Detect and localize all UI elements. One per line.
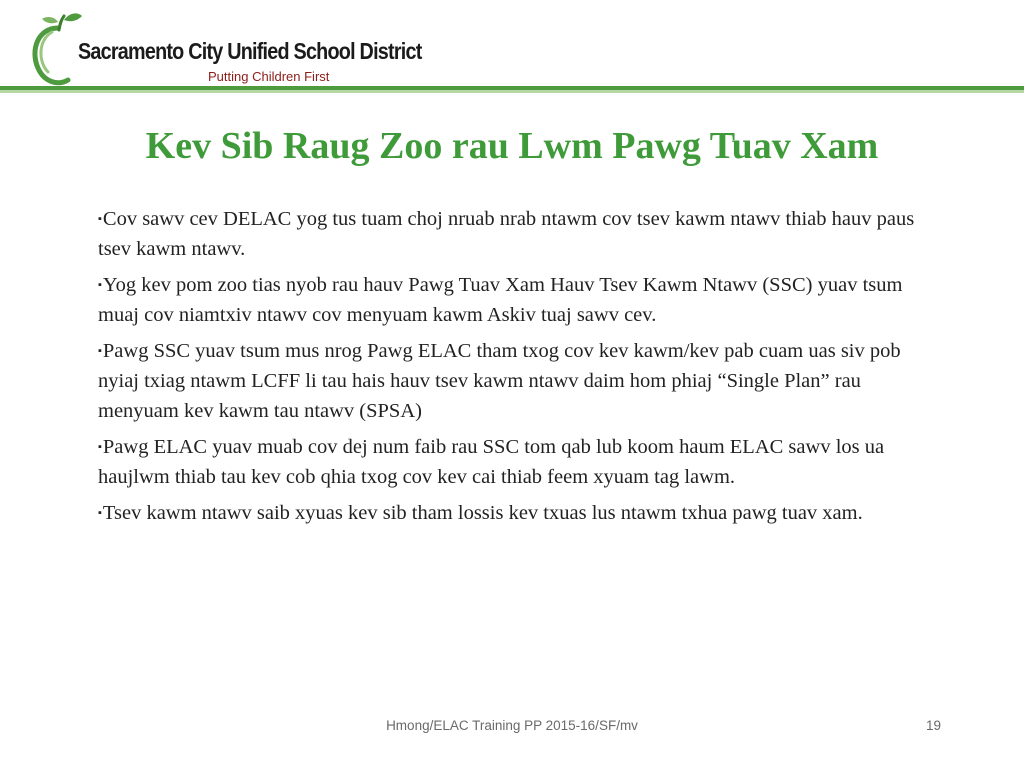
bullet-marker-icon: ▪ xyxy=(98,345,102,357)
bullet-item xyxy=(98,498,930,528)
bullet-text: Pawg SSC yuav tsum mus nrog Pawg ELAC tham txog cov kev kawm/kev pab cuam uas siv pob nyiaj txiag ntawm LCFF li tau hais hauv tsev kawm ntawv daim hom phiaj “Single Plan” rau menyuam kev kawm tau ntawv (SPSA) xyxy=(98,340,901,422)
bullet-marker-icon: ▪ xyxy=(98,441,102,453)
bullet-marker-icon: ▪ xyxy=(98,279,102,291)
bullet-text: Pawg ELAC yuav muab cov dej num faib rau SSC tom qab lub koom haum ELAC sawv los ua haujlwm thiab tau kev cob qhia txog cov kev cai thiab feem xyuam tag lawm. xyxy=(98,436,885,488)
bullet-item xyxy=(98,336,930,426)
bullet-marker-icon: ▪ xyxy=(98,507,102,519)
bullet-text: Cov sawv cev DELAC yog tus tuam choj nruab nrab ntawm cov tsev kawm ntawv thiab hauv paus tsev kawm ntawv. xyxy=(98,208,915,260)
tagline: Putting Children First xyxy=(208,69,330,84)
bullet-marker-icon: ▪ xyxy=(98,213,102,225)
header-divider-light xyxy=(0,90,1024,93)
bullet-list xyxy=(98,204,930,534)
bullet-item xyxy=(98,204,930,264)
page-number: 19 xyxy=(926,718,942,733)
bullet-item xyxy=(98,432,930,492)
district-logo xyxy=(28,10,422,88)
slide-header xyxy=(0,0,1024,96)
bullet-text: Yog kev pom zoo tias nyob rau hauv Pawg Tuav Xam Hauv Tsev Kawm Ntawv (SSC) yuav tsum muaj cov niamtxiv ntawv cov menyuam kawm Askiv tuaj sawv cev. xyxy=(98,274,903,326)
slide-title: Kev Sib Raug Zoo rau Lwm Pawg Tuav Xam xyxy=(145,125,879,167)
bullet-item xyxy=(98,270,930,330)
bullet-text: Tsev kawm ntawv saib xyuas kev sib tham lossis kev txuas lus ntawm txhua pawg tuav xam. xyxy=(102,502,863,524)
footer-text: Hmong/ELAC Training PP 2015-16/SF/mv xyxy=(386,718,638,733)
org-name: Sacramento City Unified School District xyxy=(78,38,422,64)
